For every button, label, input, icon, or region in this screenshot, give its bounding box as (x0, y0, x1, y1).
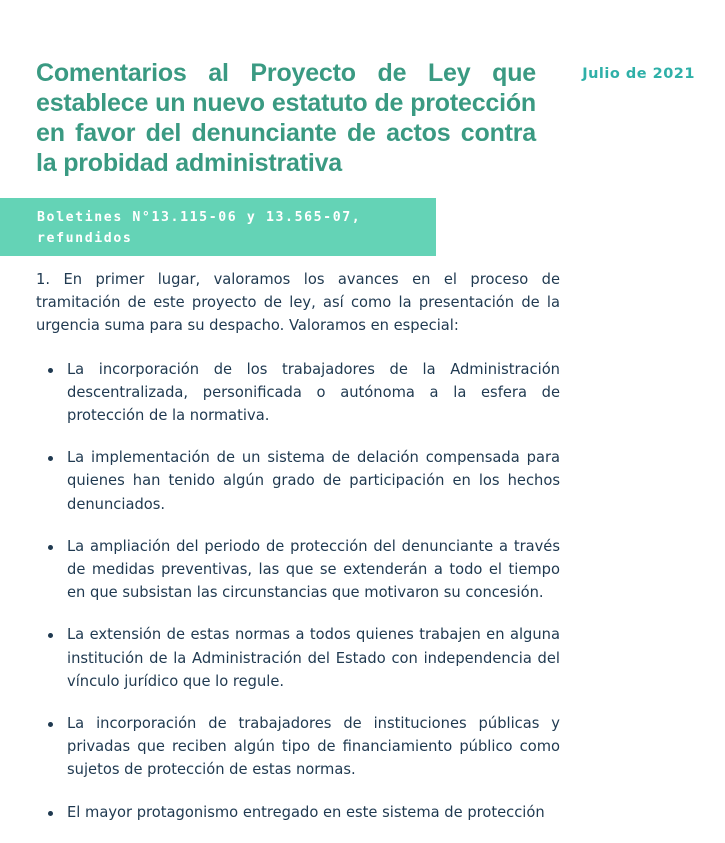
list-item-text: La incorporación de trabajadores de instituciones públicas y privadas que reciben algún tipo de financiamiento público como sujetos de protección de estas normas. (67, 715, 560, 779)
list-item-text: La ampliación del periodo de protección del denunciante a través de medidas preventivas, las que se extenderán a todo el tiempo en que subsistan las circunstancias que motivaron su concesión. (67, 537, 560, 602)
list-item (36, 358, 560, 428)
document-title: Comentarios al Proyecto de Ley que establece un nuevo estatuto de protección en favor del denunciante de actos contra la probidad administrativa (36, 59, 536, 177)
document-date: Julio de 2021 (582, 66, 695, 82)
bulletin-numbers: Boletines N°13.115-06 y 13.565-07, refundidos (37, 210, 362, 246)
list-item (36, 623, 560, 693)
document-body (36, 268, 560, 843)
list-item (36, 712, 560, 782)
list-item-text: El mayor protagonismo entregado en este sistema de protección (67, 803, 545, 821)
bullet-icon (48, 368, 53, 373)
list-item (36, 446, 560, 516)
bullet-icon (48, 545, 53, 550)
bullet-icon (48, 456, 53, 461)
bulletin-band (0, 198, 436, 256)
list-item-text: La extensión de estas normas a todos quienes trabajen en alguna institución de la Administración del Estado con independencia del vínculo jurídico que lo regule. (67, 626, 560, 690)
list-item-text: La incorporación de los trabajadores de la Administración descentralizada, personificada o autónoma a la esfera de protección de la normativa. (67, 360, 560, 425)
list-item (36, 801, 560, 824)
bullet-icon (48, 633, 53, 638)
bullet-icon (48, 811, 53, 816)
valued-items-list (36, 358, 560, 824)
bullet-icon (48, 722, 53, 727)
list-item (36, 535, 560, 605)
list-item-text: La implementación de un sistema de delación compensada para quienes han tenido algún grado de participación en los hechos denunciados. (67, 449, 560, 513)
intro-paragraph: 1. En primer lugar, valoramos los avances en el proceso de tramitación de este proyecto de ley, así como la presentación de la urgencia suma para su despacho. Valoramos en especial: (36, 271, 560, 335)
